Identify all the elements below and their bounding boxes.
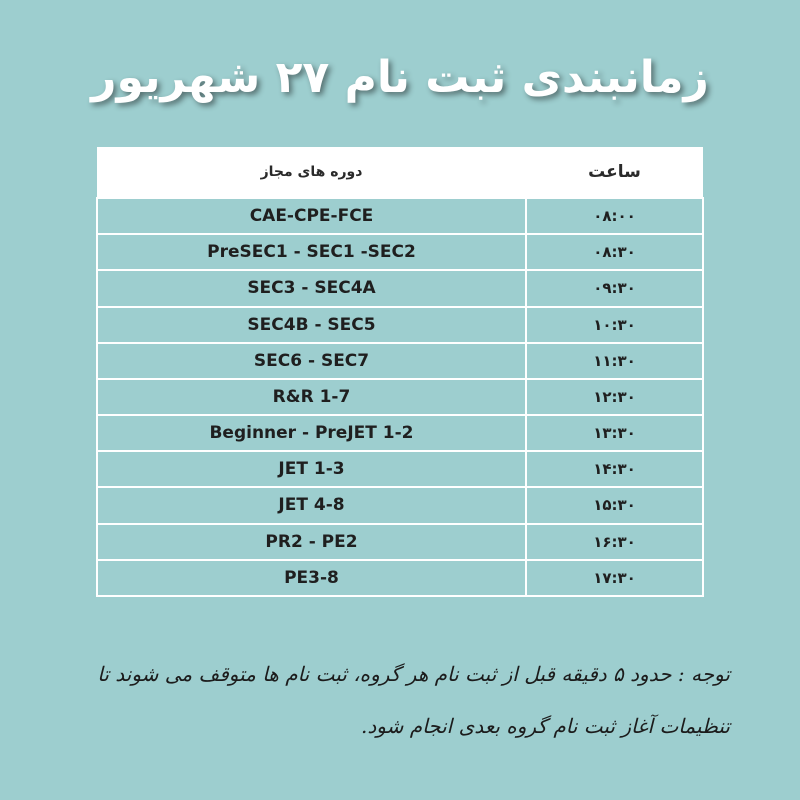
table-row bbox=[97, 379, 703, 415]
table-row bbox=[97, 234, 703, 270]
table-row bbox=[97, 343, 703, 379]
registration-note: توجه : حدود ۵ دقیقه قبل از ثبت نام هر گروه، ثبت نام ها متوقف می شوند تا تنظیمات آغاز ثبت نام گروه بعدی انجام شود. bbox=[97, 662, 730, 738]
course-cell: JET 1-3 bbox=[97, 451, 526, 487]
course-cell: SEC3 - SEC4A bbox=[97, 270, 526, 306]
course-cell: Beginner - PreJET 1-2 bbox=[97, 415, 526, 451]
time-cell: ۱۷:۳۰ bbox=[526, 560, 703, 596]
table-row bbox=[97, 560, 703, 596]
header-course: دوره های مجاز bbox=[97, 147, 526, 198]
table-row bbox=[97, 270, 703, 306]
header-time: ساعت bbox=[526, 147, 703, 198]
course-cell: PR2 - PE2 bbox=[97, 524, 526, 560]
table-header-row bbox=[97, 147, 703, 198]
time-cell: ۱۳:۳۰ bbox=[526, 415, 703, 451]
page-title: زمانبندی ثبت نام ۲۷ شهریور bbox=[91, 52, 709, 103]
table-row bbox=[97, 307, 703, 343]
time-cell: ۱۵:۳۰ bbox=[526, 487, 703, 523]
course-cell: R&R 1-7 bbox=[97, 379, 526, 415]
table-row bbox=[97, 524, 703, 560]
course-cell: SEC6 - SEC7 bbox=[97, 343, 526, 379]
table-row bbox=[97, 487, 703, 523]
time-cell: ۱۰:۳۰ bbox=[526, 307, 703, 343]
time-cell: ۰۹:۳۰ bbox=[526, 270, 703, 306]
table-row bbox=[97, 415, 703, 451]
time-cell: ۰۸:۳۰ bbox=[526, 234, 703, 270]
course-cell: JET 4-8 bbox=[97, 487, 526, 523]
schedule-table bbox=[96, 147, 704, 597]
course-cell: SEC4B - SEC5 bbox=[97, 307, 526, 343]
time-cell: ۱۱:۳۰ bbox=[526, 343, 703, 379]
table-row bbox=[97, 198, 703, 234]
time-cell: ۰۸:۰۰ bbox=[526, 198, 703, 234]
course-cell: PE3-8 bbox=[97, 560, 526, 596]
time-cell: ۱۲:۳۰ bbox=[526, 379, 703, 415]
time-cell: ۱۴:۳۰ bbox=[526, 451, 703, 487]
course-cell: PreSEC1 - SEC1 -SEC2 bbox=[97, 234, 526, 270]
table-row bbox=[97, 451, 703, 487]
course-cell: CAE-CPE-FCE bbox=[97, 198, 526, 234]
time-cell: ۱۶:۳۰ bbox=[526, 524, 703, 560]
